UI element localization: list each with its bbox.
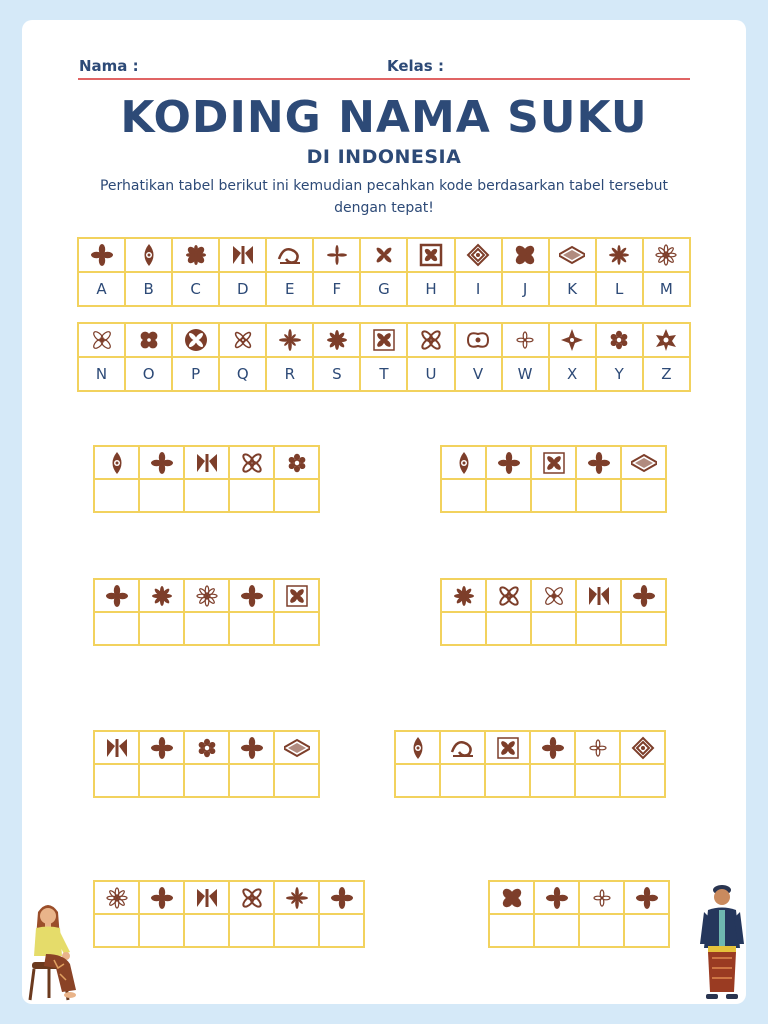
answer-cell[interactable] xyxy=(485,764,530,797)
answer-cell[interactable] xyxy=(139,479,184,512)
page-subtitle: DI INDONESIA xyxy=(306,146,462,168)
class-label: Kelas : xyxy=(387,57,444,75)
key-motif-cell xyxy=(78,238,125,272)
key-motif-cell xyxy=(219,238,266,272)
answer-cell[interactable] xyxy=(274,612,319,645)
batik-motif-f0-icon xyxy=(149,450,175,476)
puzzle-grid-4 xyxy=(440,578,667,646)
key-letter-Q: Q xyxy=(219,357,266,391)
puzzle-answer-row xyxy=(395,764,665,797)
cipher-key-table-a-m xyxy=(77,237,691,307)
batik-motif-f0-icon xyxy=(496,450,522,476)
answer-cell[interactable] xyxy=(621,479,666,512)
puzzle-grid-5 xyxy=(93,730,320,798)
answer-cell[interactable] xyxy=(139,914,184,947)
answer-cell[interactable] xyxy=(229,479,274,512)
batik-motif-f19-icon xyxy=(541,450,567,476)
key-letter-J: J xyxy=(502,272,549,306)
answer-cell[interactable] xyxy=(274,479,319,512)
puzzle-motif-row xyxy=(94,881,364,914)
batik-motif-f3-icon xyxy=(586,583,612,609)
key-letter-N: N xyxy=(78,357,125,391)
puzzle-grid-8 xyxy=(488,880,670,948)
batik-motif-f19-icon xyxy=(371,327,397,353)
batik-motif-f1-icon xyxy=(451,450,477,476)
answer-cell[interactable] xyxy=(94,914,139,947)
puzzle-motif-cell xyxy=(441,446,486,479)
puzzle-motif-row xyxy=(489,881,669,914)
answer-cell[interactable] xyxy=(621,612,666,645)
answer-cell[interactable] xyxy=(139,764,184,797)
puzzle-motif-cell xyxy=(576,579,621,612)
answer-cell[interactable] xyxy=(531,479,576,512)
puzzle-motif-row xyxy=(94,446,319,479)
puzzle-motif-cell xyxy=(229,881,274,914)
answer-cell[interactable] xyxy=(184,479,229,512)
puzzle-motif-cell xyxy=(579,881,624,914)
puzzle-motif-row xyxy=(441,446,666,479)
batik-motif-f6-icon xyxy=(371,242,397,268)
batik-motif-f1-icon xyxy=(136,242,162,268)
answer-cell[interactable] xyxy=(531,612,576,645)
puzzle-motif-cell xyxy=(319,881,364,914)
key-motif-cell xyxy=(455,323,502,357)
key-motif-cell xyxy=(313,238,360,272)
key-motif-row xyxy=(78,323,690,357)
key-letter-K: K xyxy=(549,272,596,306)
batik-motif-f10-icon xyxy=(631,450,657,476)
answer-cell[interactable] xyxy=(229,764,274,797)
answer-cell[interactable] xyxy=(441,479,486,512)
key-letter-P: P xyxy=(172,357,219,391)
puzzle-motif-cell xyxy=(94,881,139,914)
batik-motif-f20-icon xyxy=(496,583,522,609)
batik-motif-f19-icon xyxy=(495,735,521,761)
answer-cell[interactable] xyxy=(575,764,620,797)
puzzle-motif-cell xyxy=(184,881,229,914)
batik-motif-f10-icon xyxy=(559,242,585,268)
answer-cell[interactable] xyxy=(440,764,485,797)
answer-cell[interactable] xyxy=(489,914,534,947)
cipher-key-table-n-z xyxy=(77,322,691,392)
answer-cell[interactable] xyxy=(620,764,665,797)
answer-cell[interactable] xyxy=(486,612,531,645)
key-letter-R: R xyxy=(266,357,313,391)
key-motif-cell xyxy=(407,323,454,357)
puzzle-motif-cell xyxy=(531,579,576,612)
answer-cell[interactable] xyxy=(229,914,274,947)
batik-motif-f13-icon xyxy=(89,327,115,353)
batik-motif-f25-icon xyxy=(653,327,679,353)
batik-motif-f18-icon xyxy=(149,583,175,609)
key-letter-F: F xyxy=(313,272,360,306)
batik-motif-f17-icon xyxy=(284,885,310,911)
man-traditional-illustration xyxy=(698,884,748,1006)
answer-cell[interactable] xyxy=(395,764,440,797)
batik-motif-f3-icon xyxy=(194,885,220,911)
batik-motif-f0-icon xyxy=(586,450,612,476)
puzzle-motif-row xyxy=(395,731,665,764)
batik-motif-f9-icon xyxy=(512,242,538,268)
answer-cell[interactable] xyxy=(184,914,229,947)
batik-motif-f1-icon xyxy=(405,735,431,761)
batik-motif-f12-icon xyxy=(194,583,220,609)
key-motif-cell xyxy=(455,238,502,272)
key-letter-M: M xyxy=(643,272,690,306)
batik-motif-f13-icon xyxy=(541,583,567,609)
puzzle-answer-row xyxy=(94,479,319,512)
batik-motif-f0-icon xyxy=(634,885,660,911)
key-motif-cell xyxy=(172,238,219,272)
puzzle-motif-cell xyxy=(489,881,534,914)
puzzle-motif-cell xyxy=(94,446,139,479)
key-letter-I: I xyxy=(455,272,502,306)
header-underline xyxy=(78,78,690,80)
key-motif-cell xyxy=(78,323,125,357)
key-motif-cell xyxy=(125,238,172,272)
key-letter-S: S xyxy=(313,357,360,391)
key-motif-cell xyxy=(549,323,596,357)
answer-cell[interactable] xyxy=(579,914,624,947)
puzzle-answer-row xyxy=(94,764,319,797)
key-letter-X: X xyxy=(549,357,596,391)
batik-motif-f8-icon xyxy=(465,242,491,268)
puzzle-motif-cell xyxy=(531,446,576,479)
batik-motif-f18-icon xyxy=(324,327,350,353)
answer-cell[interactable] xyxy=(576,612,621,645)
instruction-text: Perhatikan tabel berikut ini kemudian pecahkan kode berdasarkan tabel tersebut dengan tepat! xyxy=(99,178,669,216)
key-letter-L: L xyxy=(596,272,643,306)
puzzle-motif-cell xyxy=(184,579,229,612)
key-letter-A: A xyxy=(78,272,125,306)
puzzle-motif-cell xyxy=(229,579,274,612)
key-motif-cell xyxy=(643,323,690,357)
key-motif-cell xyxy=(172,323,219,357)
key-letter-V: V xyxy=(455,357,502,391)
key-letter-D: D xyxy=(219,272,266,306)
puzzle-grid-6 xyxy=(394,730,666,798)
puzzle-motif-cell xyxy=(620,731,665,764)
puzzle-motif-cell xyxy=(621,579,666,612)
batik-motif-f4-icon xyxy=(450,735,476,761)
puzzle-motif-row xyxy=(94,579,319,612)
key-motif-cell xyxy=(596,323,643,357)
batik-motif-f3-icon xyxy=(104,735,130,761)
puzzle-answer-row xyxy=(441,612,666,645)
woman-batik-illustration xyxy=(24,898,84,1006)
puzzle-motif-cell xyxy=(274,579,319,612)
answer-cell[interactable] xyxy=(274,764,319,797)
answer-cell[interactable] xyxy=(139,612,184,645)
batik-motif-f0-icon xyxy=(104,583,130,609)
batik-motif-f0-icon xyxy=(544,885,570,911)
key-letter-C: C xyxy=(172,272,219,306)
batik-motif-f0-icon xyxy=(239,583,265,609)
answer-cell[interactable] xyxy=(184,764,229,797)
key-motif-cell xyxy=(266,238,313,272)
puzzle-answer-row xyxy=(441,479,666,512)
key-motif-cell xyxy=(596,238,643,272)
puzzle-motif-cell xyxy=(440,731,485,764)
answer-cell[interactable] xyxy=(319,914,364,947)
batik-motif-f11-icon xyxy=(606,242,632,268)
key-letter-G: G xyxy=(360,272,407,306)
batik-motif-f4-icon xyxy=(277,242,303,268)
batik-motif-f10-icon xyxy=(284,735,310,761)
batik-motif-f12-icon xyxy=(104,885,130,911)
puzzle-motif-cell xyxy=(624,881,669,914)
batik-motif-f3-icon xyxy=(230,242,256,268)
answer-cell[interactable] xyxy=(94,612,139,645)
batik-motif-f24-icon xyxy=(606,327,632,353)
key-motif-cell xyxy=(360,238,407,272)
key-letter-T: T xyxy=(360,357,407,391)
puzzle-grid-1 xyxy=(93,445,320,513)
batik-motif-f5-icon xyxy=(324,242,350,268)
answer-cell[interactable] xyxy=(184,612,229,645)
puzzle-motif-cell xyxy=(139,579,184,612)
puzzle-answer-row xyxy=(489,914,669,947)
key-motif-cell xyxy=(643,238,690,272)
batik-motif-f0-icon xyxy=(329,885,355,911)
puzzle-motif-cell xyxy=(274,881,319,914)
key-motif-cell xyxy=(266,323,313,357)
batik-motif-f0-icon xyxy=(89,242,115,268)
key-letter-Z: Z xyxy=(643,357,690,391)
answer-cell[interactable] xyxy=(534,914,579,947)
key-letter-row xyxy=(78,272,690,306)
puzzle-motif-row xyxy=(441,579,666,612)
key-motif-cell xyxy=(407,238,454,272)
batik-motif-f1-icon xyxy=(104,450,130,476)
puzzle-grid-2 xyxy=(440,445,667,513)
batik-motif-f0-icon xyxy=(239,735,265,761)
puzzle-motif-cell xyxy=(139,446,184,479)
batik-motif-f17-icon xyxy=(277,327,303,353)
batik-motif-f8-icon xyxy=(630,735,656,761)
puzzle-motif-cell xyxy=(534,881,579,914)
puzzle-motif-row xyxy=(94,731,319,764)
key-letter-B: B xyxy=(125,272,172,306)
key-motif-row xyxy=(78,238,690,272)
puzzle-motif-cell xyxy=(621,446,666,479)
batik-motif-f19-icon xyxy=(284,583,310,609)
batik-motif-f23-icon xyxy=(559,327,585,353)
answer-cell[interactable] xyxy=(530,764,575,797)
batik-motif-f12-icon xyxy=(653,242,679,268)
batik-motif-f16-icon xyxy=(230,327,256,353)
key-motif-cell xyxy=(219,323,266,357)
puzzle-motif-cell xyxy=(94,731,139,764)
batik-motif-f20-icon xyxy=(239,450,265,476)
batik-motif-f21-icon xyxy=(465,327,491,353)
puzzle-motif-cell xyxy=(184,731,229,764)
puzzle-motif-cell xyxy=(274,731,319,764)
batik-motif-f22-icon xyxy=(512,327,538,353)
answer-cell[interactable] xyxy=(576,479,621,512)
puzzle-motif-cell xyxy=(184,446,229,479)
key-motif-cell xyxy=(313,323,360,357)
puzzle-motif-cell xyxy=(94,579,139,612)
batik-motif-f24-icon xyxy=(194,735,220,761)
key-letter-H: H xyxy=(407,272,454,306)
batik-motif-f22-icon xyxy=(589,885,615,911)
puzzle-motif-cell xyxy=(575,731,620,764)
name-label: Nama : xyxy=(79,57,139,75)
puzzle-motif-cell xyxy=(139,881,184,914)
key-motif-cell xyxy=(549,238,596,272)
batik-motif-f9-icon xyxy=(499,885,525,911)
batik-motif-f14-icon xyxy=(136,327,162,353)
puzzle-motif-cell xyxy=(441,579,486,612)
puzzle-answer-row xyxy=(94,914,364,947)
batik-motif-f0-icon xyxy=(149,885,175,911)
key-motif-cell xyxy=(360,323,407,357)
puzzle-motif-cell xyxy=(486,579,531,612)
puzzle-motif-cell xyxy=(576,446,621,479)
key-letter-W: W xyxy=(502,357,549,391)
batik-motif-f7-icon xyxy=(418,242,444,268)
puzzle-motif-cell xyxy=(486,446,531,479)
answer-cell[interactable] xyxy=(229,612,274,645)
batik-motif-f0-icon xyxy=(149,735,175,761)
key-motif-cell xyxy=(502,323,549,357)
key-motif-cell xyxy=(125,323,172,357)
batik-motif-f15-icon xyxy=(183,327,209,353)
puzzle-motif-cell xyxy=(274,446,319,479)
answer-cell[interactable] xyxy=(624,914,669,947)
batik-motif-f20-icon xyxy=(418,327,444,353)
puzzle-motif-cell xyxy=(229,731,274,764)
puzzle-grid-7 xyxy=(93,880,365,948)
puzzle-motif-cell xyxy=(485,731,530,764)
batik-motif-f24-icon xyxy=(284,450,310,476)
answer-cell[interactable] xyxy=(486,479,531,512)
answer-cell[interactable] xyxy=(94,764,139,797)
key-motif-cell xyxy=(502,238,549,272)
puzzle-motif-cell xyxy=(530,731,575,764)
batik-motif-f22-icon xyxy=(585,735,611,761)
puzzle-motif-cell xyxy=(139,731,184,764)
page-title: KODING NAMA SUKU xyxy=(120,92,648,143)
batik-motif-f20-icon xyxy=(239,885,265,911)
batik-motif-f3-icon xyxy=(194,450,220,476)
key-letter-U: U xyxy=(407,357,454,391)
puzzle-answer-row xyxy=(94,612,319,645)
answer-cell[interactable] xyxy=(274,914,319,947)
key-letter-row xyxy=(78,357,690,391)
batik-motif-f18-icon xyxy=(451,583,477,609)
batik-motif-f0-icon xyxy=(631,583,657,609)
puzzle-grid-3 xyxy=(93,578,320,646)
puzzle-motif-cell xyxy=(229,446,274,479)
puzzle-motif-cell xyxy=(395,731,440,764)
key-letter-E: E xyxy=(266,272,313,306)
answer-cell[interactable] xyxy=(94,479,139,512)
key-letter-Y: Y xyxy=(596,357,643,391)
key-letter-O: O xyxy=(125,357,172,391)
answer-cell[interactable] xyxy=(441,612,486,645)
batik-motif-f2-icon xyxy=(183,242,209,268)
batik-motif-f0-icon xyxy=(540,735,566,761)
